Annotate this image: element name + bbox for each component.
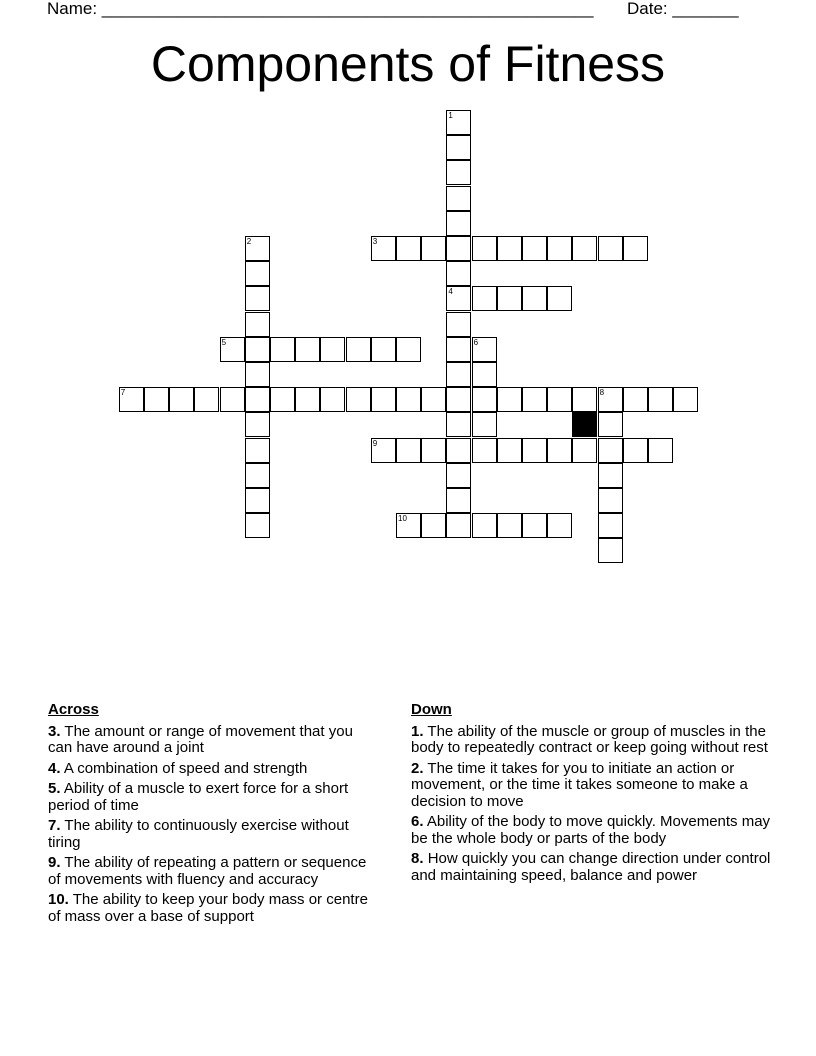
grid-cell[interactable] xyxy=(421,513,446,538)
grid-cell[interactable] xyxy=(421,236,446,261)
grid-cell[interactable] xyxy=(446,211,471,236)
grid-cell[interactable] xyxy=(572,387,597,412)
clue-number: 3. xyxy=(48,722,61,740)
grid-cell[interactable] xyxy=(245,412,270,437)
clue-text: The ability of the muscle or group of muscles in the body to repeatedly contract or keep going without rest xyxy=(411,722,768,756)
down-clue xyxy=(411,761,771,811)
clue-number: 2. xyxy=(411,759,424,777)
grid-cell[interactable] xyxy=(144,387,169,412)
grid-cell[interactable] xyxy=(598,438,623,463)
grid-cell[interactable] xyxy=(522,236,547,261)
grid-cell[interactable] xyxy=(245,337,270,362)
clue-text: Ability of a muscle to exert force for a short period of time xyxy=(48,780,349,814)
grid-cell[interactable] xyxy=(220,387,245,412)
clue-number-label: 4 xyxy=(448,287,453,297)
grid-cell[interactable] xyxy=(497,513,522,538)
grid-cell[interactable] xyxy=(220,337,245,362)
grid-cell[interactable] xyxy=(472,412,497,437)
grid-cell[interactable] xyxy=(446,186,471,211)
grid-cell[interactable] xyxy=(245,261,270,286)
grid-cell[interactable] xyxy=(245,463,270,488)
grid-cell[interactable] xyxy=(472,337,497,362)
grid-cell[interactable] xyxy=(396,513,421,538)
grid-cell[interactable] xyxy=(371,438,396,463)
grid-cell[interactable] xyxy=(547,286,572,311)
grid-cell[interactable] xyxy=(371,387,396,412)
across-clue xyxy=(48,818,378,851)
grid-cell[interactable] xyxy=(497,438,522,463)
grid-cell[interactable] xyxy=(295,387,320,412)
clue-number: 7. xyxy=(48,817,61,834)
grid-cell[interactable] xyxy=(346,387,371,412)
grid-cell[interactable] xyxy=(270,387,295,412)
grid-cell[interactable] xyxy=(547,438,572,463)
grid-cell[interactable] xyxy=(421,438,446,463)
grid-cell[interactable] xyxy=(623,438,648,463)
grid-cell[interactable] xyxy=(119,387,144,412)
clue-number-label: 7 xyxy=(120,388,126,398)
grid-cell[interactable] xyxy=(446,110,471,135)
grid-cell[interactable] xyxy=(497,236,522,261)
clue-number: 9. xyxy=(48,854,61,871)
grid-cell[interactable] xyxy=(472,286,497,311)
grid-cell[interactable] xyxy=(598,513,623,538)
grid-cell[interactable] xyxy=(245,513,270,538)
grid-cell[interactable] xyxy=(245,387,270,412)
grid-cell[interactable] xyxy=(245,438,270,463)
clue-number-label: 5 xyxy=(221,337,227,347)
clue-number-label: 10 xyxy=(398,514,407,524)
page-title: Components of Fitness xyxy=(150,36,666,92)
grid-cell[interactable] xyxy=(169,387,194,412)
grid-cell[interactable] xyxy=(598,387,623,412)
clue-text: The ability to keep your body mass or centre of mass over a base of support xyxy=(48,891,368,925)
clue-text: The time it takes for you to initiate an action or movement, or the time it takes someone to make a decision to move xyxy=(411,759,748,810)
grid-cell[interactable] xyxy=(598,538,623,563)
grid-cell[interactable] xyxy=(446,261,471,286)
across-clue xyxy=(48,761,378,778)
grid-cell[interactable] xyxy=(270,337,295,362)
blocked-cell xyxy=(572,412,597,437)
down-heading: Down xyxy=(411,701,452,718)
clue-number-label: 1 xyxy=(448,111,453,120)
clue-number: 1. xyxy=(411,722,424,740)
clue-text: The ability to continuously exercise without tiring xyxy=(48,817,349,851)
clue-number: 5. xyxy=(48,780,61,797)
grid-cell[interactable] xyxy=(245,286,270,311)
grid-cell[interactable] xyxy=(446,362,471,387)
grid-cell[interactable] xyxy=(446,312,471,337)
grid-cell[interactable] xyxy=(547,236,572,261)
grid-cell[interactable] xyxy=(446,135,471,160)
name-field[interactable]: Name: ____________________________________________________ xyxy=(47,0,594,18)
clue-text: The ability of repeating a pattern or sequence of movements with fluency and accuracy xyxy=(48,854,367,888)
grid-cell[interactable] xyxy=(446,387,471,412)
clue-number: 6. xyxy=(411,813,424,830)
across-clue xyxy=(48,855,378,888)
down-clue xyxy=(411,814,771,847)
grid-cell[interactable] xyxy=(245,312,270,337)
grid-cell[interactable] xyxy=(472,236,497,261)
grid-cell[interactable] xyxy=(472,362,497,387)
grid-cell[interactable] xyxy=(320,337,345,362)
grid-cell[interactable] xyxy=(295,337,320,362)
grid-cell[interactable] xyxy=(320,387,345,412)
grid-cell[interactable] xyxy=(598,236,623,261)
clue-number: 10. xyxy=(48,891,69,908)
grid-cell[interactable] xyxy=(446,412,471,437)
grid-cell[interactable] xyxy=(547,513,572,538)
grid-cell[interactable] xyxy=(673,387,698,412)
grid-cell[interactable] xyxy=(396,236,421,261)
grid-cell[interactable] xyxy=(446,286,471,311)
grid-cell[interactable] xyxy=(598,463,623,488)
down-clues xyxy=(411,702,771,888)
grid-cell[interactable] xyxy=(346,337,371,362)
across-clue xyxy=(48,892,378,925)
across-clues xyxy=(48,702,378,929)
clue-number-label: 8 xyxy=(599,388,605,398)
grid-cell[interactable] xyxy=(497,387,522,412)
grid-cell[interactable] xyxy=(245,362,270,387)
across-clue xyxy=(48,724,378,757)
grid-cell[interactable] xyxy=(446,160,471,185)
clue-text: Ability of the body to move quickly. Movements may be the whole body or parts of the body xyxy=(411,813,771,847)
grid-cell[interactable] xyxy=(522,438,547,463)
grid-cell[interactable] xyxy=(648,387,673,412)
grid-cell[interactable] xyxy=(446,337,471,362)
clue-text: The amount or range of movement that you can have around a joint xyxy=(48,722,353,756)
grid-cell[interactable] xyxy=(194,387,219,412)
grid-cell[interactable] xyxy=(472,438,497,463)
grid-cell[interactable] xyxy=(396,387,421,412)
grid-cell[interactable] xyxy=(572,236,597,261)
clue-number-label: 3 xyxy=(372,237,378,246)
grid-cell[interactable] xyxy=(245,488,270,513)
grid-cell[interactable] xyxy=(648,438,673,463)
grid-cell[interactable] xyxy=(522,286,547,311)
grid-cell[interactable] xyxy=(421,387,446,412)
across-clue xyxy=(48,781,378,814)
grid-cell[interactable] xyxy=(522,513,547,538)
grid-cell[interactable] xyxy=(446,488,471,513)
down-clue xyxy=(411,724,771,757)
grid-cell[interactable] xyxy=(472,513,497,538)
date-field[interactable]: Date: _______ xyxy=(627,0,739,18)
grid-cell[interactable] xyxy=(446,438,471,463)
grid-cell[interactable] xyxy=(547,387,572,412)
down-clue xyxy=(411,851,771,884)
clue-text: A combination of speed and strength xyxy=(63,759,308,777)
clue-number: 4. xyxy=(48,759,61,777)
grid-cell[interactable] xyxy=(446,513,471,538)
clue-number-label: 2 xyxy=(246,237,252,246)
clue-text: How quickly you can change direction under control and maintaining speed, balance and power xyxy=(411,850,771,884)
grid-cell[interactable] xyxy=(396,438,421,463)
grid-cell[interactable] xyxy=(572,438,597,463)
grid-cell[interactable] xyxy=(522,387,547,412)
grid-cell[interactable] xyxy=(472,387,497,412)
grid-cell[interactable] xyxy=(396,337,421,362)
grid-cell[interactable] xyxy=(446,236,471,261)
grid-cell[interactable] xyxy=(623,236,648,261)
across-heading: Across xyxy=(48,701,99,718)
grid-cell[interactable] xyxy=(371,236,396,261)
grid-cell[interactable] xyxy=(598,488,623,513)
grid-cell[interactable] xyxy=(371,337,396,362)
grid-cell[interactable] xyxy=(497,286,522,311)
grid-cell[interactable] xyxy=(446,463,471,488)
grid-cell[interactable] xyxy=(623,387,648,412)
clue-number-label: 9 xyxy=(372,438,378,448)
clue-number: 8. xyxy=(411,850,424,867)
grid-cell[interactable] xyxy=(245,236,270,261)
clue-number-label: 6 xyxy=(473,337,479,347)
grid-cell[interactable] xyxy=(598,412,623,437)
